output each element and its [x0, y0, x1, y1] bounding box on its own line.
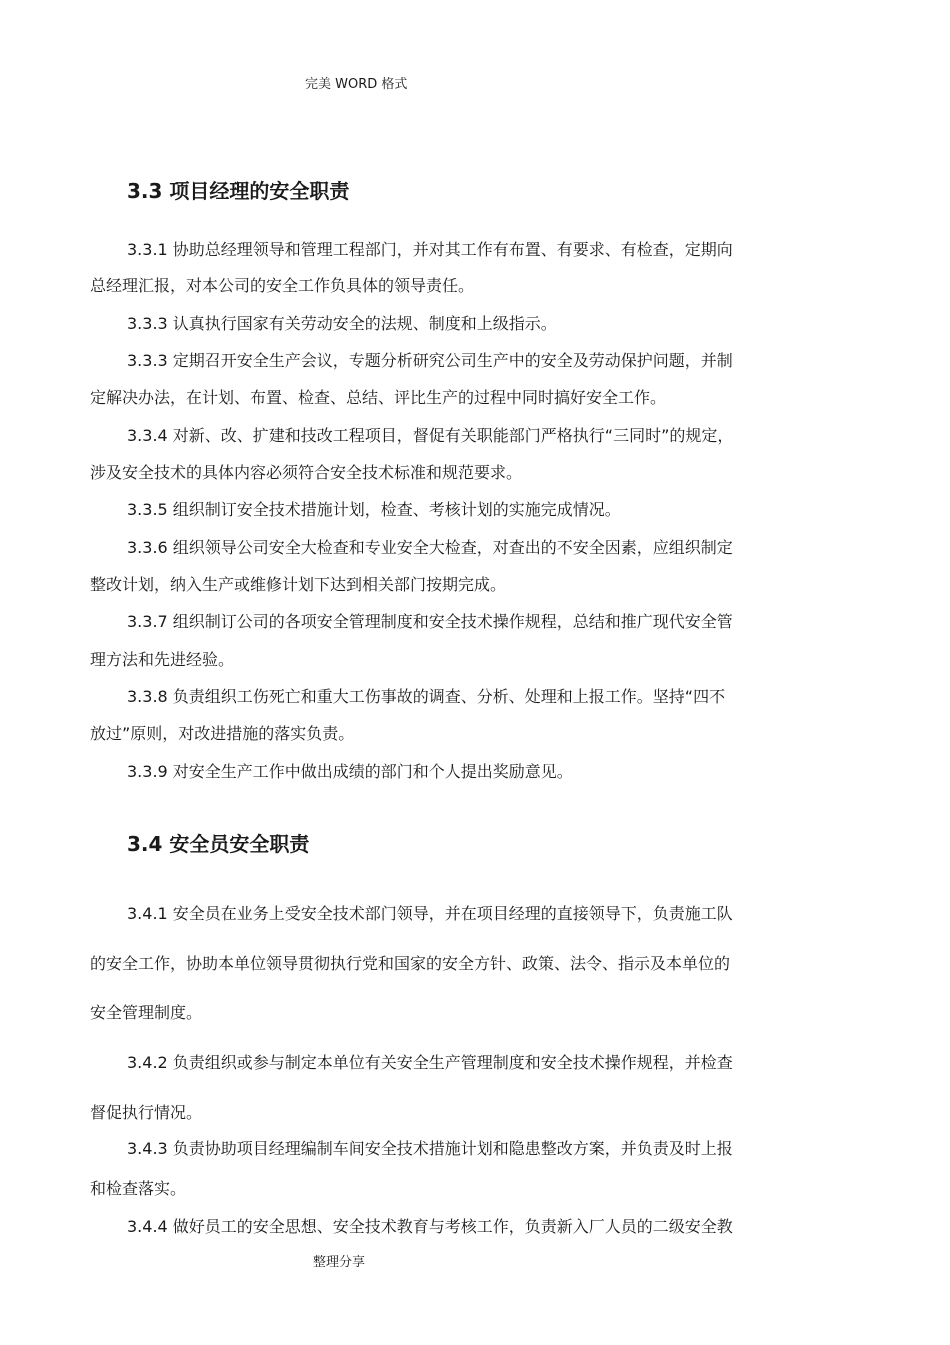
- paragraph-line: 安全管理制度。: [90, 1003, 203, 1022]
- paragraph-line: 3.3.8 负责组织工伤死亡和重大工伤事故的调查、分析、处理和上报工作。坚持“四不: [127, 687, 726, 706]
- paragraph-line: 理方法和先进经验。: [90, 650, 235, 669]
- paragraph-line: 3.4.1 安全员在业务上受安全技术部门领导，并在项目经理的直接领导下，负责施工队: [127, 904, 733, 923]
- paragraph-line: 3.3.5 组织制订安全技术措施计划，检查、考核计划的实施完成情况。: [127, 500, 621, 519]
- paragraph-line: 3.3.1 协助总经理领导和管理工程部门，并对其工作有布置、有要求、有检查，定期向: [127, 240, 733, 259]
- paragraph-line: 总经理汇报，对本公司的安全工作负具体的领导责任。: [90, 276, 475, 295]
- paragraph-line: 和检查落实。: [90, 1179, 187, 1198]
- paragraph-line: 3.3.9 对安全生产工作中做出成绩的部门和个人提出奖励意见。: [127, 762, 573, 781]
- page-footer: 整理分享: [313, 1255, 366, 1270]
- paragraph-line: 放过”原则，对改进措施的落实负责。: [90, 724, 355, 743]
- paragraph-line: 涉及安全技术的具体内容必须符合安全技术标准和规范要求。: [90, 463, 523, 482]
- paragraph-line: 3.3.3 定期召开安全生产会议，专题分析研究公司生产中的安全及劳动保护问题，并制: [127, 351, 733, 370]
- paragraph-line: 3.4.4 做好员工的安全思想、安全技术教育与考核工作，负责新入厂人员的二级安全教: [127, 1217, 733, 1236]
- section-heading-3-3: 3.3 项目经理的安全职责: [127, 179, 350, 203]
- paragraph-line: 3.3.4 对新、改、扩建和技改工程项目，督促有关职能部门严格执行“三同时”的规定，: [127, 426, 734, 445]
- page-header: 完美 WORD 格式: [305, 77, 408, 92]
- section-heading-3-4: 3.4 安全员安全职责: [127, 832, 310, 856]
- paragraph-line: 3.3.6 组织领导公司安全大检查和专业安全大检查，对查出的不安全因素，应组织制定: [127, 538, 733, 557]
- paragraph-line: 3.4.2 负责组织或参与制定本单位有关安全生产管理制度和安全技术操作规程，并检查: [127, 1053, 733, 1072]
- paragraph-line: 3.3.3 认真执行国家有关劳动安全的法规、制度和上级指示。: [127, 314, 557, 333]
- paragraph-line: 的安全工作，协助本单位领导贯彻执行党和国家的安全方针、政策、法令、指示及本单位的: [90, 954, 731, 973]
- paragraph-line: 定解决办法，在计划、布置、检查、总结、评比生产的过程中同时搞好安全工作。: [90, 388, 667, 407]
- paragraph-line: 整改计划，纳入生产或维修计划下达到相关部门按期完成。: [90, 575, 507, 594]
- paragraph-line: 3.4.3 负责协助项目经理编制车间安全技术措施计划和隐患整改方案，并负责及时上报: [127, 1139, 733, 1158]
- paragraph-line: 督促执行情况。: [90, 1103, 203, 1122]
- paragraph-line: 3.3.7 组织制订公司的各项安全管理制度和安全技术操作规程，总结和推广现代安全管: [127, 612, 733, 631]
